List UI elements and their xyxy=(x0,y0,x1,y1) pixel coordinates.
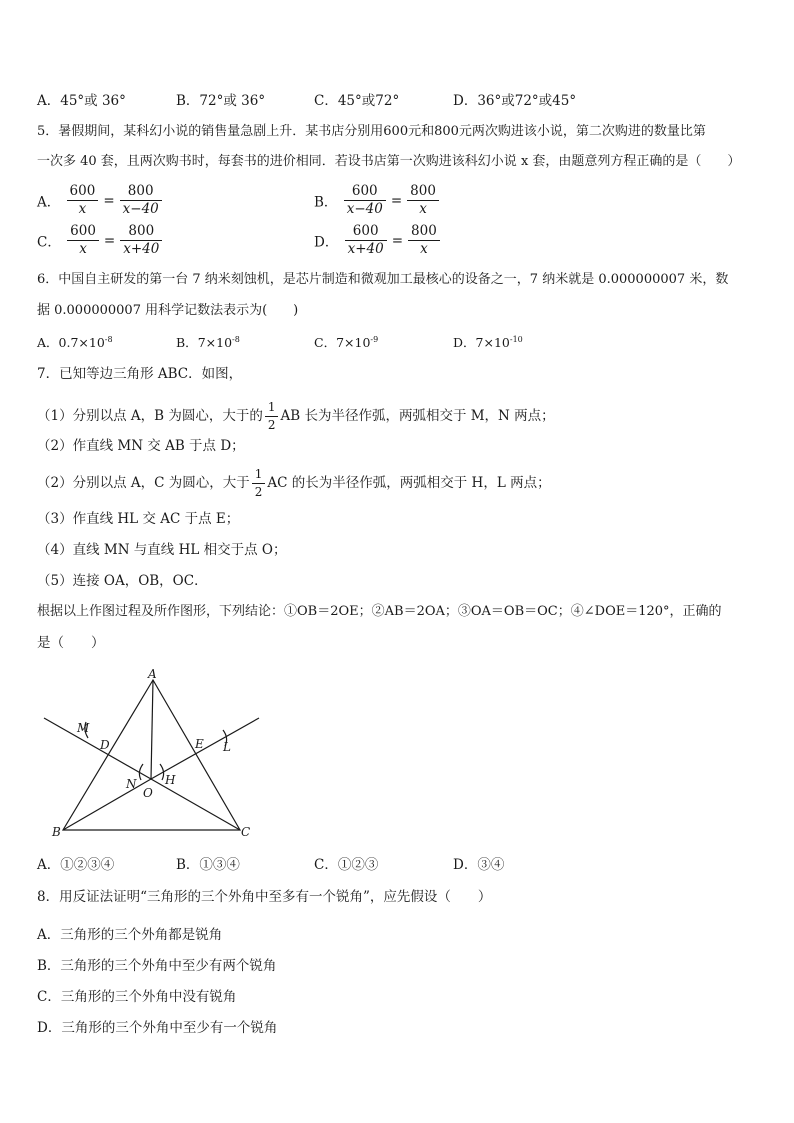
denominator: x xyxy=(78,201,87,217)
option-text: ①②③④ xyxy=(60,857,115,873)
label-h: H xyxy=(165,773,176,787)
fraction-right xyxy=(120,223,162,258)
denominator: x xyxy=(420,241,428,257)
option-letter: C． xyxy=(314,93,338,109)
option-text: 三角形的三个外角都是锐角 xyxy=(60,927,223,943)
equals-sign: = xyxy=(391,232,404,249)
option-letter: D． xyxy=(453,335,476,350)
option-exponent: -9 xyxy=(370,334,379,344)
numerator: 600 xyxy=(67,183,99,201)
option-letter: C． xyxy=(37,234,61,251)
option-base: 7×10 xyxy=(197,335,233,350)
step-text: AC 的长为半径作弧，两弧相交于 H，L 两点； xyxy=(267,475,551,491)
q7-option-a xyxy=(37,853,114,873)
option-text: ①③④ xyxy=(199,857,240,873)
q8-option-a xyxy=(37,925,222,945)
q5-stem-line2: 一次多 40 套，且两次购书时，每套书的进价相同．若设书店第一次购进该科幻小说 x 套，由题意列方程正确的是（ ） xyxy=(37,154,741,169)
option-exponent: -10 xyxy=(509,334,523,344)
option-letter: A． xyxy=(37,194,61,211)
option-letter: A． xyxy=(37,857,61,873)
fraction-left xyxy=(345,223,387,258)
option-exponent: -8 xyxy=(104,334,113,344)
option-letter: C． xyxy=(314,335,337,350)
step-text: （1）分别以点 A，B 为圆心，大于的 xyxy=(37,408,263,424)
half-fraction xyxy=(265,399,279,434)
option-text: 45°或 36° xyxy=(60,93,126,109)
option-letter: B． xyxy=(176,93,200,109)
fraction-right xyxy=(407,183,439,218)
fraction-left xyxy=(67,223,99,258)
option-letter: C． xyxy=(314,857,338,873)
option-letter: B． xyxy=(176,857,200,873)
option-letter: B． xyxy=(37,958,61,974)
q5-option-a xyxy=(37,183,164,218)
q7-step3 xyxy=(37,466,551,501)
equals-sign: = xyxy=(390,192,403,209)
q7-step5: （4）直线 MN 与直线 HL 相交于点 O； xyxy=(37,542,287,558)
segment-oa xyxy=(151,680,153,779)
q8-option-c xyxy=(37,987,236,1007)
q6-stem-line1: 6．中国自主研发的第一台 7 纳米刻蚀机，是芯片制造和微观加工最核心的设备之一，7 纳米就是 0.000000007 米，数 xyxy=(37,272,729,287)
q7-step4: （3）作直线 HL 交 AC 于点 E； xyxy=(37,511,240,527)
q8-stem: 8．用反证法证明“三角形的三个外角中至多有一个锐角”，应先假设（ ） xyxy=(37,889,492,905)
q7-option-d xyxy=(453,853,504,873)
option-text: ③④ xyxy=(477,857,505,873)
fraction-left xyxy=(67,183,99,218)
numerator: 800 xyxy=(407,183,439,201)
step-text: AB 长为半径作弧，两弧相交于 M，N 两点； xyxy=(280,408,555,424)
label-m: M xyxy=(77,721,90,735)
q7-intro: 7．已知等边三角形 ABC．如图， xyxy=(37,366,243,382)
option-letter: C． xyxy=(37,989,61,1005)
arc-h xyxy=(160,764,164,780)
arc-n xyxy=(139,764,143,780)
option-letter: A． xyxy=(37,93,61,109)
option-text: 三角形的三个外角中没有锐角 xyxy=(60,989,237,1005)
option-letter: B． xyxy=(176,335,198,350)
option-base: 0.7×10 xyxy=(58,335,105,350)
q5-option-c xyxy=(37,223,164,258)
q6-option-c xyxy=(314,333,378,351)
option-letter: D． xyxy=(314,234,339,251)
option-letter: D． xyxy=(37,1020,62,1036)
numerator: 800 xyxy=(120,183,162,201)
q5-stem-line1: 5．暑假期间，某科幻小说的销售量急剧上升．某书店分别用600元和800元两次购进该小说，第二次购进的数量比第 xyxy=(37,124,706,139)
fraction-left xyxy=(344,183,386,218)
q6-option-d xyxy=(453,333,523,351)
label-b: B xyxy=(52,825,61,839)
q4-option-a xyxy=(37,89,126,109)
denominator: x xyxy=(79,241,87,257)
q6-stem-line2: 据 0.000000007 用科学记数法表示为( ) xyxy=(37,303,299,318)
q5-option-d xyxy=(314,223,442,258)
option-base: 7×10 xyxy=(475,335,510,350)
option-base: 7×10 xyxy=(336,335,371,350)
option-letter: D． xyxy=(453,93,478,109)
option-text: 三角形的三个外角中至少有一个锐角 xyxy=(61,1020,278,1036)
q8-option-d xyxy=(37,1018,277,1038)
q7-step6: （5）连接 OA，OB，OC． xyxy=(37,573,208,589)
option-text: ①②③ xyxy=(337,857,379,873)
step-text: （2）分别以点 A，C 为圆心，大于 xyxy=(37,475,250,491)
q4-option-b xyxy=(176,89,265,109)
option-letter: D． xyxy=(453,857,478,873)
equals-sign: = xyxy=(103,232,116,249)
fraction-right xyxy=(120,183,162,218)
denominator: 2 xyxy=(254,485,263,499)
q7-option-c xyxy=(314,853,378,873)
q5-option-b xyxy=(314,183,441,218)
label-d: D xyxy=(100,738,110,752)
option-text: 36°或72°或45° xyxy=(477,93,577,109)
label-n: N xyxy=(126,777,137,791)
q7-conclusion-line2: 是（ ） xyxy=(37,635,105,651)
q6-option-b xyxy=(176,333,240,351)
equals-sign: = xyxy=(103,192,115,209)
q4-option-c xyxy=(314,89,399,109)
q7-step1 xyxy=(37,399,555,434)
q8-option-b xyxy=(37,956,276,976)
option-letter: A． xyxy=(37,927,61,943)
numerator: 800 xyxy=(120,223,162,241)
label-a: A xyxy=(148,667,157,681)
denominator: x+40 xyxy=(347,241,384,257)
denominator: x+40 xyxy=(123,241,160,257)
line-mn xyxy=(44,718,151,779)
q6-option-a xyxy=(37,333,113,351)
label-o: O xyxy=(143,786,153,800)
numerator: 800 xyxy=(408,223,440,241)
option-text: 三角形的三个外角中至少有两个锐角 xyxy=(60,958,277,974)
label-c: C xyxy=(241,825,251,839)
denominator: x−40 xyxy=(346,201,383,217)
numerator: 1 xyxy=(265,399,279,417)
numerator: 600 xyxy=(344,183,386,201)
label-e: E xyxy=(195,737,204,751)
option-letter: A． xyxy=(37,335,59,350)
q7-option-b xyxy=(176,853,240,873)
numerator: 600 xyxy=(345,223,387,241)
q7-step2: （2）作直线 MN 交 AB 于点 D； xyxy=(37,438,245,454)
numerator: 1 xyxy=(252,466,266,484)
denominator: x xyxy=(419,201,427,217)
option-text: 45°或72° xyxy=(337,93,400,109)
option-exponent: -8 xyxy=(232,334,240,344)
label-l: L xyxy=(223,740,231,754)
numerator: 600 xyxy=(67,223,99,241)
option-letter: B． xyxy=(314,194,338,211)
q7-conclusion-line1: 根据以上作图过程及所作图形，下列结论：①OB＝2OE；②AB＝2OA；③OA＝OB＝OC；④∠DOE＝120°，正确的 xyxy=(37,604,722,619)
denominator: 2 xyxy=(267,418,276,432)
segment-ob xyxy=(63,779,151,830)
half-fraction xyxy=(252,466,266,501)
q4-option-d xyxy=(453,89,576,109)
fraction-right xyxy=(408,223,440,258)
option-text: 72°或 36° xyxy=(199,93,266,109)
denominator: x−40 xyxy=(122,201,159,217)
triangle-figure xyxy=(30,660,280,840)
